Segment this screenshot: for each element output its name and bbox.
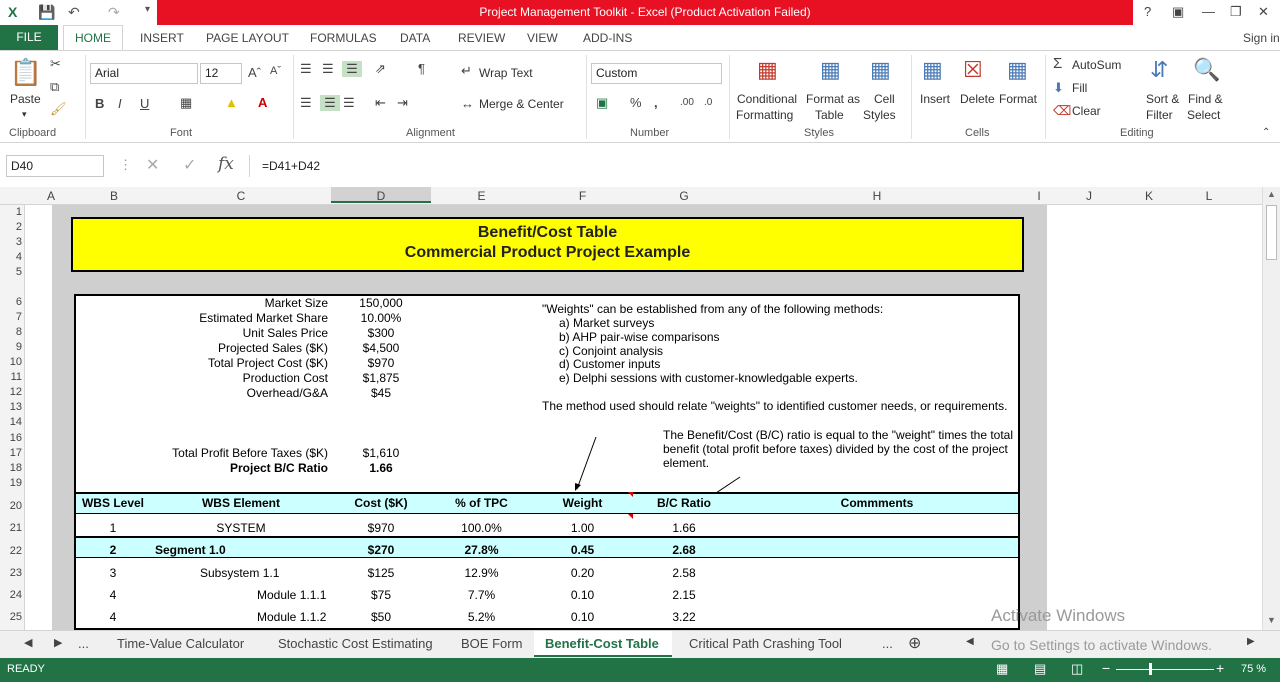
shrink-font-icon[interactable]: Aˇ [270, 65, 281, 77]
tab-home[interactable]: HOME [63, 25, 123, 51]
param-value[interactable]: 10.00% [360, 311, 402, 325]
normal-view-icon[interactable]: ▦ [996, 661, 1009, 676]
font-size-select[interactable]: 12 [200, 63, 242, 84]
cell-tpc[interactable]: 27.8% [464, 543, 499, 557]
activation-watermark: Activate Windows [991, 606, 1126, 625]
delete-cells-button[interactable]: Delete [960, 92, 995, 106]
header-bc-ratio: B/C Ratio [657, 496, 711, 510]
collapse-ribbon-icon[interactable]: ⌃ [1262, 127, 1271, 138]
column-header[interactable]: B [109, 189, 118, 203]
ribbon-display-icon[interactable]: ▣ [1172, 4, 1185, 19]
delete-cells-icon[interactable]: ☒ [963, 57, 983, 82]
cell-bc-ratio[interactable]: 2.15 [672, 588, 696, 602]
page-break-view-icon[interactable]: ◫ [1071, 661, 1084, 676]
format-painter-icon[interactable]: 🖌 [50, 101, 67, 116]
divider [729, 55, 730, 139]
sheet-tab-bar [0, 630, 1280, 658]
wrap-text-icon[interactable]: ↵ [461, 63, 472, 78]
find-select-button[interactable]: Find & [1188, 92, 1223, 106]
column-header[interactable]: K [1144, 189, 1153, 203]
status-bar [0, 658, 1280, 682]
conditional-formatting-button[interactable]: Conditional [737, 92, 798, 106]
notes-item: c) Conjoint analysis [559, 344, 664, 358]
formula-input[interactable]: =D41+D42 [249, 155, 1276, 177]
column-header[interactable]: F [578, 189, 587, 203]
bc-ratio-value[interactable]: 1.66 [369, 461, 393, 475]
param-value[interactable]: $4,500 [362, 341, 400, 355]
tab-formulas[interactable]: FORMULAS [310, 31, 377, 45]
merge-center-button[interactable]: Merge & Center [479, 97, 564, 111]
paste-icon[interactable]: 📋 [9, 57, 43, 87]
divider [293, 55, 294, 139]
notes-item: d) Customer inputs [559, 357, 661, 371]
column-header[interactable]: A [46, 189, 55, 203]
header-comments: Commments [840, 496, 914, 510]
sheet-tab-active[interactable]: Benefit-Cost Table [545, 636, 659, 651]
tab-review[interactable]: REVIEW [458, 31, 506, 45]
fill-color-icon[interactable]: ▲ [225, 95, 238, 110]
cell-cost[interactable]: $970 [367, 521, 395, 535]
row-header[interactable]: 6 [15, 296, 22, 308]
align-center-icon[interactable]: ☰ [320, 95, 340, 111]
cell-styles-icon[interactable]: ▦ [870, 57, 891, 82]
param-label: Market Size [264, 296, 328, 310]
enter-icon[interactable]: ✓ [183, 157, 197, 174]
row-header[interactable]: 22 [9, 545, 22, 557]
cell-cost[interactable]: $75 [370, 588, 392, 602]
cell-tpc[interactable]: 5.2% [467, 610, 496, 624]
excel-logo-icon: X [8, 4, 18, 20]
header-tpc: % of TPC [455, 496, 508, 510]
cell-weight[interactable]: 0.10 [570, 610, 595, 624]
formula-bar-dots-icon: ⋮ [119, 157, 132, 172]
notes-item: b) AHP pair-wise comparisons [559, 330, 720, 344]
align-bottom-icon[interactable]: ☰ [342, 61, 362, 77]
decrease-indent-icon[interactable]: ⇤ [375, 95, 386, 110]
zoom-slider-thumb[interactable] [1149, 663, 1152, 675]
column-header[interactable]: H [872, 189, 882, 203]
param-label: Production Cost [242, 371, 328, 385]
sheet-title: Benefit/Cost Table [477, 224, 618, 241]
title-banner [71, 217, 1024, 272]
align-top-icon[interactable]: ☰ [300, 61, 312, 76]
format-cells-icon[interactable]: ▦ [1007, 57, 1028, 82]
row-header[interactable]: 8 [15, 326, 22, 338]
row-header[interactable]: 12 [9, 386, 22, 398]
cell-level[interactable]: 1 [109, 521, 117, 535]
increase-indent-icon[interactable]: ⇥ [397, 95, 408, 110]
row-header[interactable]: 23 [9, 567, 22, 579]
next-sheet-icon[interactable]: ▶ [54, 637, 63, 649]
cell-weight[interactable]: 0.20 [570, 566, 595, 580]
zoom-slider[interactable] [1116, 669, 1214, 670]
row-header[interactable]: 24 [9, 589, 22, 601]
paste-dropdown-icon[interactable]: ▾ [22, 109, 27, 119]
font-name-select[interactable]: Arial [90, 63, 198, 84]
param-label: Overhead/G&A [246, 386, 328, 400]
cell-tpc[interactable]: 7.7% [467, 588, 496, 602]
font-group-label: Font [170, 127, 193, 139]
row-header[interactable]: 1 [15, 206, 22, 218]
cell-level[interactable]: 4 [109, 610, 117, 624]
param-label: Unit Sales Price [242, 326, 328, 340]
cell-element[interactable]: Module 1.1.2 [257, 610, 327, 624]
clipboard-group-label: Clipboard [9, 127, 57, 139]
format-as-table-button[interactable]: Format as [806, 92, 861, 106]
cell-level[interactable]: 3 [109, 566, 117, 580]
cell-weight[interactable]: 1.00 [570, 521, 595, 535]
param-value[interactable]: $45 [370, 386, 392, 400]
profit-label: Total Profit Before Taxes ($K) [172, 446, 328, 460]
paste-button[interactable]: Paste [10, 92, 41, 106]
row-header[interactable]: 2 [15, 221, 22, 233]
row-headers [0, 205, 25, 630]
param-value[interactable]: 150,000 [359, 296, 403, 310]
row-header[interactable]: 19 [9, 477, 22, 489]
cell-level[interactable]: 2 [109, 543, 117, 557]
cell-element[interactable]: Segment 1.0 [155, 543, 226, 557]
row-header[interactable]: 4 [15, 251, 22, 263]
increase-decimal-icon[interactable]: .00 [680, 97, 694, 108]
notes-item: e) Delphi sessions with customer-knowledgable experts. [559, 371, 858, 385]
notes-item: a) Market surveys [559, 316, 655, 330]
row-header[interactable]: 18 [9, 462, 22, 474]
insert-function-icon[interactable]: fx [218, 154, 234, 174]
row-header[interactable]: 16 [9, 432, 22, 444]
sign-in-link[interactable]: Sign in [1243, 31, 1280, 45]
bc-ratio-label: Project B/C Ratio [229, 461, 328, 475]
column-header-selected[interactable]: D [331, 187, 431, 203]
tab-insert[interactable]: INSERT [140, 31, 184, 45]
sort-filter-icon[interactable]: ⇵ [1150, 57, 1169, 82]
cell-bc-ratio[interactable]: 1.66 [672, 521, 696, 535]
sheet-tab[interactable]: Time-Value Calculator [117, 636, 245, 651]
sort-filter-button[interactable]: Sort & [1146, 92, 1180, 106]
divider [1045, 55, 1046, 139]
name-box[interactable]: D40 [6, 155, 104, 177]
cell-level[interactable]: 4 [109, 588, 117, 602]
column-header[interactable]: I [1037, 189, 1041, 203]
cell-element[interactable]: Module 1.1.1 [257, 588, 327, 602]
bold-icon[interactable]: B [95, 96, 105, 111]
row-header[interactable]: 9 [15, 341, 22, 353]
new-sheet-icon[interactable]: ⊕ [908, 635, 922, 652]
zoom-out-icon[interactable]: − [1102, 660, 1111, 676]
tab-page-layout[interactable]: PAGE LAYOUT [206, 31, 289, 45]
autosum-icon[interactable]: Σ [1053, 55, 1063, 72]
column-header[interactable]: L [1205, 189, 1213, 203]
scroll-up-icon[interactable]: ▲ [1267, 189, 1276, 199]
column-headers [0, 187, 1262, 205]
annotation-arrows [565, 433, 765, 495]
cell-styles-button[interactable]: Cell [874, 92, 895, 106]
worksheet-grid[interactable] [25, 205, 1262, 630]
cell-cost[interactable]: $50 [370, 610, 392, 624]
wrap-text-button[interactable]: Wrap Text [479, 66, 533, 80]
format-as-table-label2[interactable]: Table [815, 108, 844, 122]
param-label: Projected Sales ($K) [217, 341, 328, 355]
sheet-tab-more[interactable]: ... [78, 636, 89, 651]
borders-icon[interactable]: ▦ [180, 95, 193, 110]
profit-value[interactable]: $1,610 [362, 446, 400, 460]
row-header[interactable]: 10 [9, 356, 22, 368]
scroll-down-icon[interactable]: ▼ [1267, 615, 1276, 625]
sheet-tab[interactable]: BOE Form [461, 636, 523, 651]
editing-group-label: Editing [1120, 127, 1154, 139]
cancel-icon[interactable]: ✕ [146, 157, 160, 174]
prev-sheet-icon[interactable]: ◀ [24, 637, 33, 649]
row-header[interactable]: 25 [9, 611, 22, 623]
row-header[interactable]: 11 [10, 371, 22, 383]
window-title: Project Management Toolkit - Excel (Product Activation Failed) [157, 0, 1133, 25]
zoom-in-icon[interactable]: + [1216, 660, 1225, 676]
status-ready: READY [7, 663, 45, 675]
fill-button[interactable]: Fill [1072, 81, 1088, 95]
vertical-scrollbar[interactable] [1262, 187, 1280, 630]
percent-icon[interactable]: % [630, 95, 642, 110]
sort-filter-label2[interactable]: Filter [1146, 108, 1173, 122]
row-header[interactable]: 7 [15, 311, 22, 323]
cell-tpc[interactable]: 12.9% [464, 566, 499, 580]
param-value[interactable]: $970 [367, 356, 395, 370]
restore-icon[interactable]: ❐ [1230, 4, 1242, 19]
tab-view[interactable]: VIEW [527, 31, 558, 45]
divider [85, 55, 86, 139]
row-header[interactable]: 13 [9, 401, 22, 413]
notes-bc: element. [663, 456, 710, 470]
merge-center-icon[interactable]: ↔ [461, 96, 474, 111]
customize-toolbar-icon[interactable]: ▾ [145, 4, 151, 15]
row-header[interactable]: 17 [9, 447, 22, 459]
title-bar [0, 0, 1280, 25]
grow-font-icon[interactable]: Aˆ [248, 65, 261, 80]
comment-indicator-icon[interactable] [628, 492, 633, 497]
cut-icon[interactable]: ✂ [50, 56, 61, 71]
minimize-icon[interactable]: — [1202, 4, 1215, 19]
rtl-icon[interactable]: ¶ [418, 61, 425, 76]
cells-group-label: Cells [965, 127, 990, 139]
column-header[interactable]: C [236, 189, 246, 203]
italic-icon[interactable]: I [118, 96, 122, 111]
cell-element[interactable]: Subsystem 1.1 [200, 566, 280, 580]
cell-bc-ratio[interactable]: 2.58 [672, 566, 696, 580]
copy-icon[interactable]: ⧉ [50, 79, 60, 94]
notes-bc: benefit (total profit before taxes) divided by the cost of the project [663, 442, 1008, 456]
styles-group-label: Styles [804, 127, 834, 139]
hscroll-left-icon[interactable]: ◀ [966, 636, 974, 647]
align-right-icon[interactable]: ☰ [343, 95, 355, 110]
font-color-icon[interactable]: A [258, 95, 268, 110]
cell-styles-label2[interactable]: Styles [863, 108, 896, 122]
param-value[interactable]: $1,875 [362, 371, 400, 385]
sheet-tab-more[interactable]: ... [882, 636, 893, 651]
param-value[interactable]: $300 [367, 326, 395, 340]
sheet-subtitle: Commercial Product Project Example [404, 244, 691, 261]
divider [586, 55, 587, 139]
param-label: Total Project Cost ($K) [207, 356, 328, 370]
tab-addins[interactable]: ADD-INS [583, 31, 633, 45]
divider [911, 55, 912, 139]
find-select-label2[interactable]: Select [1187, 108, 1221, 122]
align-left-icon[interactable]: ☰ [300, 95, 312, 110]
close-icon[interactable]: ✕ [1258, 4, 1269, 19]
conditional-formatting-icon[interactable]: ▦ [757, 57, 778, 82]
cell-weight[interactable]: 0.10 [570, 588, 595, 602]
insert-cells-button[interactable]: Insert [920, 92, 951, 106]
number-format-select[interactable]: Custom [591, 63, 722, 84]
zoom-level[interactable]: 75 % [1241, 663, 1267, 675]
help-icon[interactable]: ? [1144, 4, 1152, 19]
row-header[interactable]: 20 [9, 500, 22, 512]
number-group-label: Number [630, 127, 670, 139]
notes-bc: The Benefit/Cost (B/C) ratio is equal to the "weight" times the total [663, 428, 1014, 442]
tab-data[interactable]: DATA [400, 31, 431, 45]
underline-icon[interactable]: U [140, 96, 150, 111]
orientation-icon[interactable]: ⇗ [375, 61, 386, 76]
cell-cost[interactable]: $125 [367, 566, 395, 580]
sheet-tab[interactable]: Critical Path Crashing Tool [689, 636, 842, 651]
row-header[interactable]: 14 [9, 416, 22, 428]
activation-watermark-sub: Go to Settings to activate Windows. [991, 637, 1212, 653]
align-middle-icon[interactable]: ☰ [322, 61, 334, 76]
header-wbs-element: WBS Element [201, 496, 280, 510]
undo-icon[interactable]: ↶ [68, 4, 80, 20]
param-label: Estimated Market Share [199, 311, 328, 325]
row-header[interactable]: 21 [9, 522, 22, 534]
autosum-button[interactable]: AutoSum [1072, 58, 1122, 72]
column-header[interactable]: G [679, 189, 689, 203]
hscroll-right-icon[interactable]: ▶ [1247, 636, 1255, 647]
comma-icon[interactable]: , [654, 95, 658, 110]
cell-weight[interactable]: 0.45 [570, 543, 595, 557]
alignment-group-label: Alignment [406, 127, 455, 139]
row-header[interactable]: 3 [15, 236, 22, 248]
ribbon-home [0, 50, 1280, 143]
accounting-format-icon[interactable]: ▣ [596, 95, 609, 110]
column-header[interactable]: E [477, 189, 486, 203]
insert-cells-icon[interactable]: ▦ [922, 57, 943, 82]
header-wbs-level: WBS Level [81, 496, 144, 510]
format-as-table-icon[interactable]: ▦ [820, 57, 841, 82]
header-weight: Weight [562, 496, 603, 510]
fill-icon[interactable]: ⬇ [1053, 80, 1064, 95]
ribbon-tabs [0, 25, 1280, 50]
formula-bar [0, 152, 1280, 180]
column-header[interactable]: J [1086, 189, 1092, 203]
clear-icon[interactable]: ⌫ [1053, 103, 1072, 118]
notes-method: The method used should relate "weights" to identified customer needs, or requirements. [542, 399, 1008, 413]
find-select-icon[interactable]: 🔍 [1193, 57, 1221, 82]
tab-file[interactable]: FILE [0, 25, 58, 50]
sheet-tab[interactable]: Stochastic Cost Estimating [278, 636, 433, 651]
format-cells-button[interactable]: Format [999, 92, 1038, 106]
decrease-decimal-icon[interactable]: .0 [704, 97, 713, 108]
cell-cost[interactable]: $270 [367, 543, 395, 557]
cell-bc-ratio[interactable]: 3.22 [672, 610, 696, 624]
cell-element[interactable]: SYSTEM [216, 521, 266, 535]
save-icon[interactable]: 💾 [38, 4, 56, 20]
cell-bc-ratio[interactable]: 2.68 [672, 543, 696, 557]
page-layout-view-icon[interactable]: ▤ [1034, 661, 1047, 676]
notes-intro: "Weights" can be established from any of the following methods: [542, 302, 884, 316]
conditional-formatting-label2[interactable]: Formatting [736, 108, 794, 122]
comment-indicator-icon[interactable] [628, 514, 633, 519]
redo-icon[interactable]: ↷ [108, 4, 120, 20]
cell-tpc[interactable]: 100.0% [461, 521, 502, 535]
row-header[interactable]: 5 [15, 266, 22, 278]
scroll-thumb[interactable] [1266, 205, 1277, 260]
header-cost: Cost ($K) [354, 496, 408, 510]
clear-button[interactable]: Clear [1072, 104, 1101, 118]
